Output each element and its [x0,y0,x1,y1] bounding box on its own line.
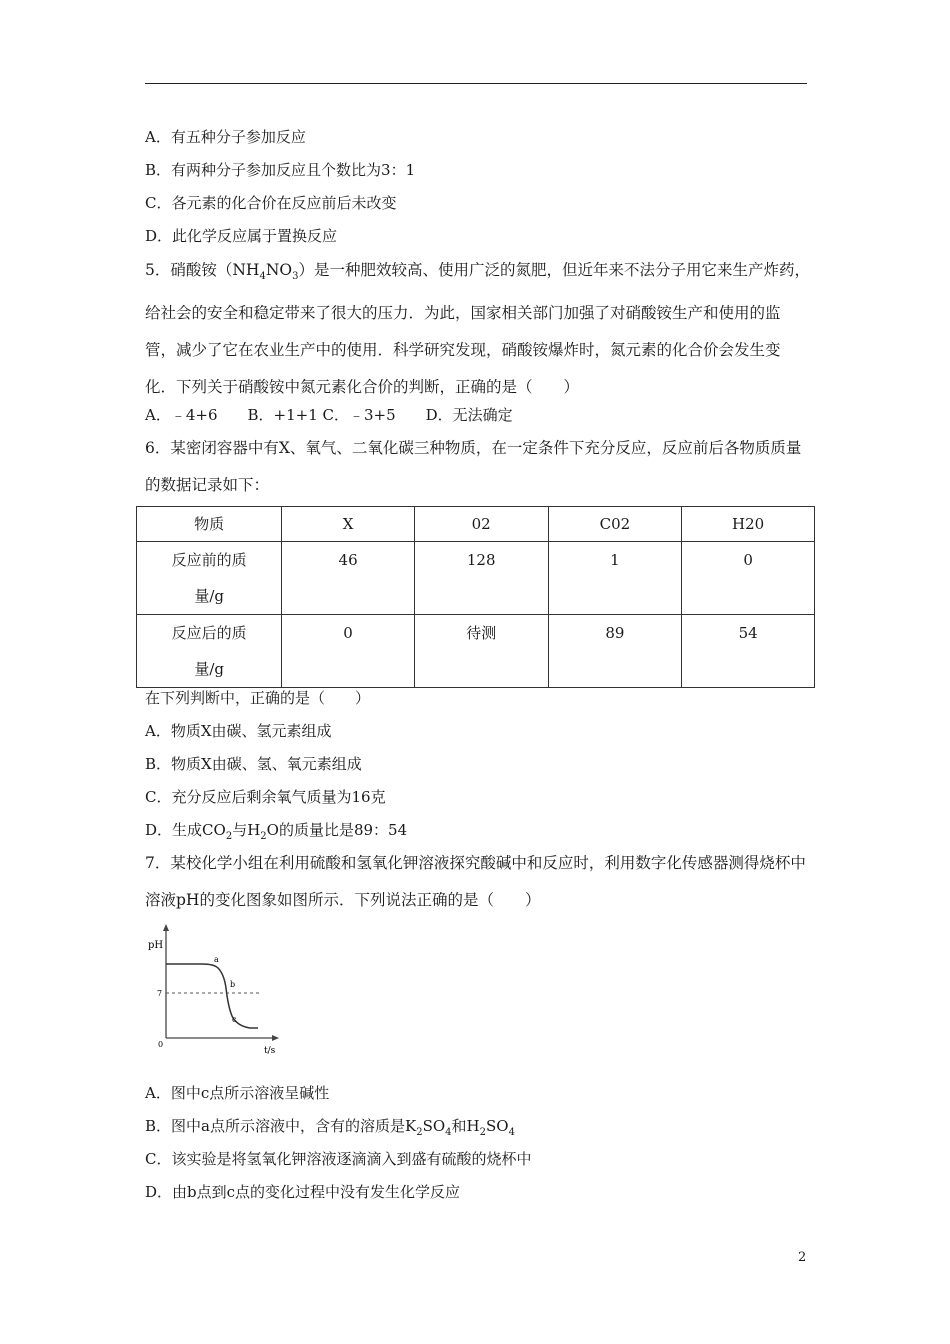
q4-option-b: B．有两种分子参加反应且个数比为3：1 [145,161,416,179]
table-cell: 1 [548,542,682,615]
q4-option-c: C．各元素的化合价在反应前后未改变 [145,194,397,212]
ph-curve [166,964,258,1028]
q6-option-c: C．充分反应后剩余氧气质量为16克 [145,788,386,806]
table-cell: 89 [548,615,682,688]
table-header-cell: X [282,507,415,542]
table-cell: 待测 [414,615,548,688]
q5-stem: 5．硝酸铵$(NH_4NO_3)$是一种肥效较高、使用广泛的氮肥，但近年来不法分子用它来生产炸药，给社会的安全和稳定带来了很大的压力．为此，国家相关部门加强了对硝酸铵生产和使用的监管，减少了它在农业生产中的使用．科学研究发现，硝酸铵爆炸时，氮元素的化合价会发生变化．下列关于硝酸铵中氮元素化合价的判断，正确的是（ ） [145,261,810,397]
x-axis-arrow-icon [272,1035,279,1041]
q7-option-a: A．图中c点所示溶液呈碱性 [145,1084,330,1102]
ref-value-label: 7 [157,989,163,998]
q7-option-b: B．图中a点所示溶液中，含有的溶质是$K_2SO_4$和$H_2SO_4$ [145,1117,515,1138]
table-cell: 46 [282,542,415,615]
table-cell: 54 [682,615,815,688]
point-a-label: a [214,955,219,964]
y-axis-arrow-icon [163,924,169,931]
row-label: 反应后的质量/g [171,624,247,678]
x-axis-label: t/s [264,1046,276,1056]
table-cell [137,542,282,615]
table-header-cell: 物质 [137,507,282,542]
point-b-label: b [230,980,236,989]
table-header-row [137,507,815,542]
table-row [137,542,815,615]
table-cell: 0 [282,615,415,688]
q7-option-c: C．该实验是将氢氧化钾溶液逐滴滴入到盛有硫酸的烧杯中 [145,1150,532,1168]
page-number: 2 [798,1250,807,1265]
q4-option-a: A．有五种分子参加反应 [145,128,306,146]
header-rule [145,83,807,84]
q7-option-d: D．由b点到c点的变化过程中没有发生化学反应 [145,1183,461,1201]
table-cell: 0 [682,542,815,615]
q4-option-d: D．此化学反应属于置换反应 [145,227,338,245]
y-axis-label: pH [148,940,164,951]
table-header-cell: 02 [414,507,548,542]
q7-stem: 7．某校化学小组在利用硫酸和氢氧化钾溶液探究酸碱中和反应时，利用数字化传感器测得烧杯中溶液pH的变化图象如图所示．下列说法正确的是（ ） [145,854,806,909]
row-label: 反应前的质量/g [171,551,247,605]
table-cell [137,615,282,688]
q6-stem: 6．某密闭容器中有X、氧气、二氧化碳三种物质，在一定条件下充分反应，反应前后各物质质量的数据记录如下： [145,439,802,494]
table-header-cell: H20 [682,507,815,542]
origin-label: 0 [158,1040,164,1049]
point-c-label: c [232,1015,237,1024]
table-header-cell: C02 [548,507,682,542]
q5-options: A．﹣4+6 B．+1+1 C．﹣3+5 D．无法确定 [145,406,513,424]
mass-data-table [136,506,815,688]
table-cell: 128 [414,542,548,615]
ph-curve-figure [140,920,290,1060]
q6-option-a: A．物质X由碳、氢元素组成 [145,722,332,740]
ph-curve-svg [140,920,290,1060]
q6-option-d: D．生成$CO_2$与$H_2O$的质量比是89：54 [145,821,408,842]
q6-prompt: 在下列判断中，正确的是（ ） [145,689,371,707]
table-row [137,615,815,688]
q6-option-b: B．物质X由碳、氢、氧元素组成 [145,755,362,773]
